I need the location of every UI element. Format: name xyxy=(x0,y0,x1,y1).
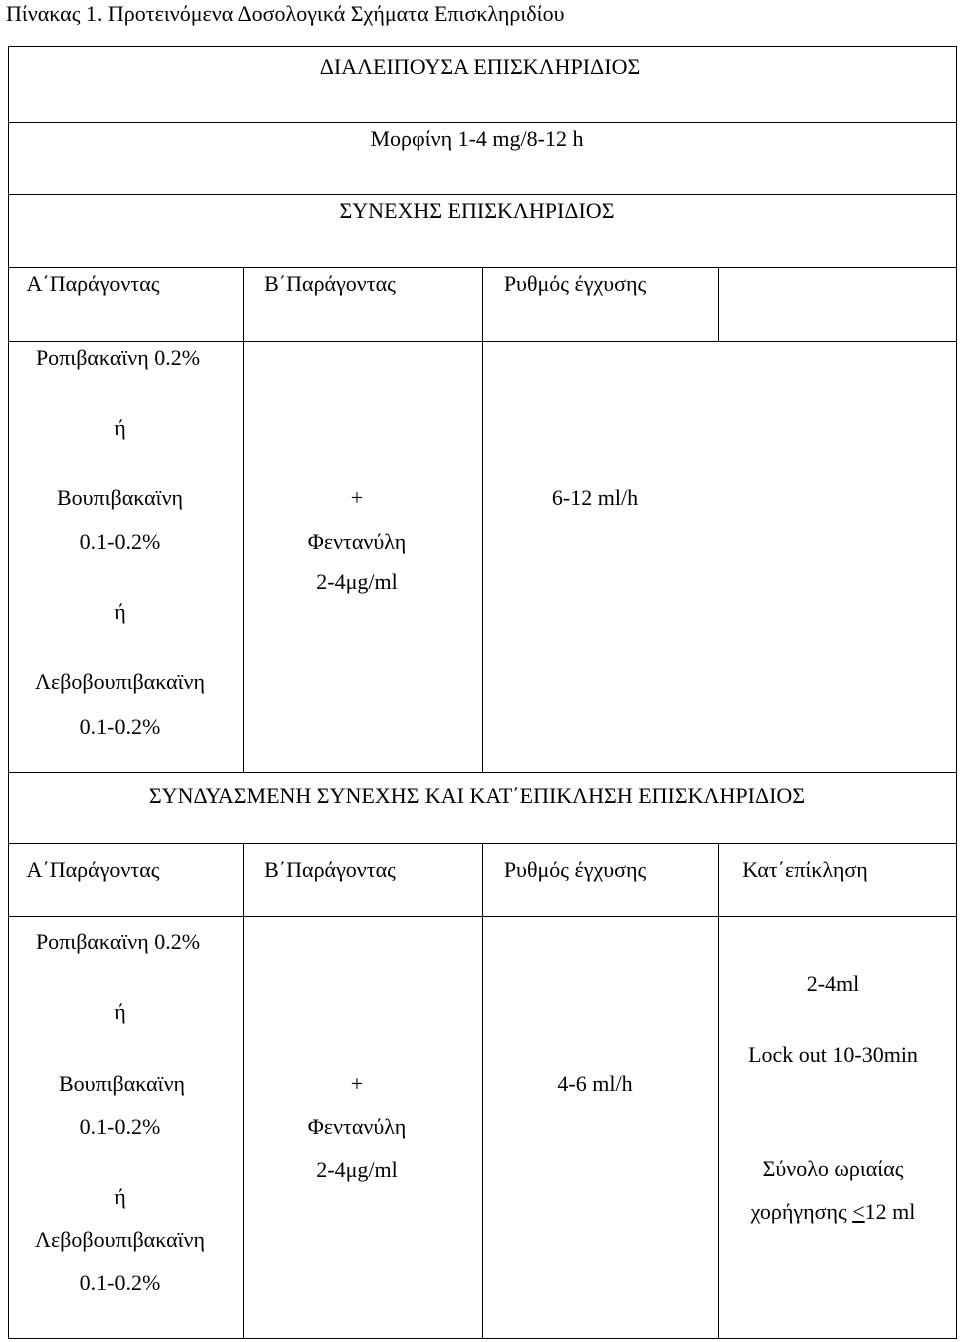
agent-a-line: ή xyxy=(114,999,126,1024)
intermittent-regimen: Μορφίνη 1-4 mg/8-12 h xyxy=(370,126,584,151)
agent-a-line: 0.1-0.2% xyxy=(79,529,161,554)
header-infusion-rate: Ρυθμός έγχυσης xyxy=(503,271,647,296)
hourly-total-label: Σύνολο ωριαίας xyxy=(762,1156,904,1181)
agent-a-line: Βουπιβακαϊνη xyxy=(56,485,184,510)
less-or-equal-sign: < xyxy=(852,1199,865,1224)
agent-a-line: Ροπιβακαϊνη 0.2% xyxy=(35,345,201,370)
header-on-demand: Κατ΄επίκληση xyxy=(742,857,868,882)
table-caption: Πίνακας 1. Προτεινόμενα Δοσολογικά Σχήματα Επισκληριδίου xyxy=(6,1,565,26)
agent-b-line: + xyxy=(350,1071,364,1096)
header-agent-b: Β΄Παράγοντας xyxy=(264,857,396,882)
agent-b-line: 2-4μg/ml xyxy=(316,569,398,594)
column-divider xyxy=(718,843,719,1339)
column-divider xyxy=(482,843,483,1339)
row-divider xyxy=(8,122,957,123)
column-divider xyxy=(482,267,483,772)
agent-a-line: 0.1-0.2% xyxy=(79,714,161,739)
agent-a-line: Λεβοβουπιβακαϊνη xyxy=(34,1227,206,1252)
agent-a-line: Βουπιβακαϊνη xyxy=(58,1071,186,1096)
lockout-interval: Lock out 10-30min xyxy=(748,1042,918,1067)
header-agent-a: Α΄Παράγοντας xyxy=(26,857,160,882)
infusion-rate-value: 6-12 ml/h xyxy=(551,485,639,510)
hourly-total-prefix: χορήγησης xyxy=(750,1199,853,1224)
column-divider xyxy=(718,267,719,341)
agent-b-line: + xyxy=(350,485,364,510)
row-divider xyxy=(8,772,957,773)
agent-a-line: 0.1-0.2% xyxy=(79,1270,161,1295)
agent-a-line: ή xyxy=(114,415,126,440)
intermittent-title: ΔΙΑΛΕΙΠΟΥΣΑ ΕΠΙΣΚΛΗΡΙΔΙΟΣ xyxy=(319,54,641,79)
continuous-title: ΣΥΝΕΧΗΣ ΕΠΙΣΚΛΗΡΙΔΙΟΣ xyxy=(339,198,615,223)
column-divider xyxy=(243,843,244,1339)
hourly-total-value: 12 ml xyxy=(864,1199,916,1224)
bolus-volume: 2-4ml xyxy=(806,971,860,996)
agent-b-line: Φεντανύλη xyxy=(307,1114,407,1139)
agent-a-line: ή xyxy=(114,599,126,624)
agent-b-line: Φεντανύλη xyxy=(307,529,407,554)
infusion-rate-value: 4-6 ml/h xyxy=(557,1071,633,1096)
header-agent-a: Α΄Παράγοντας xyxy=(26,271,160,296)
agent-b-line: 2-4μg/ml xyxy=(316,1157,398,1182)
agent-a-line: Λεβοβουπιβακαϊνη xyxy=(34,669,206,694)
agent-a-line: ή xyxy=(114,1184,126,1209)
hourly-total-limit xyxy=(751,1198,916,1226)
column-divider xyxy=(243,267,244,772)
agent-a-line: Ροπιβακαϊνη 0.2% xyxy=(35,929,201,954)
agent-a-line: 0.1-0.2% xyxy=(79,1114,161,1139)
header-infusion-rate: Ρυθμός έγχυσης xyxy=(503,857,647,882)
header-agent-b: Β΄Παράγοντας xyxy=(264,271,396,296)
combined-title: ΣΥΝΔΥΑΣΜΕΝΗ ΣΥΝΕΧΗΣ ΚΑΙ ΚΑΤ΄ΕΠΙΚΛΗΣΗ ΕΠΙΣΚΛΗΡΙΔΙΟΣ xyxy=(148,783,806,808)
row-divider xyxy=(8,194,957,195)
